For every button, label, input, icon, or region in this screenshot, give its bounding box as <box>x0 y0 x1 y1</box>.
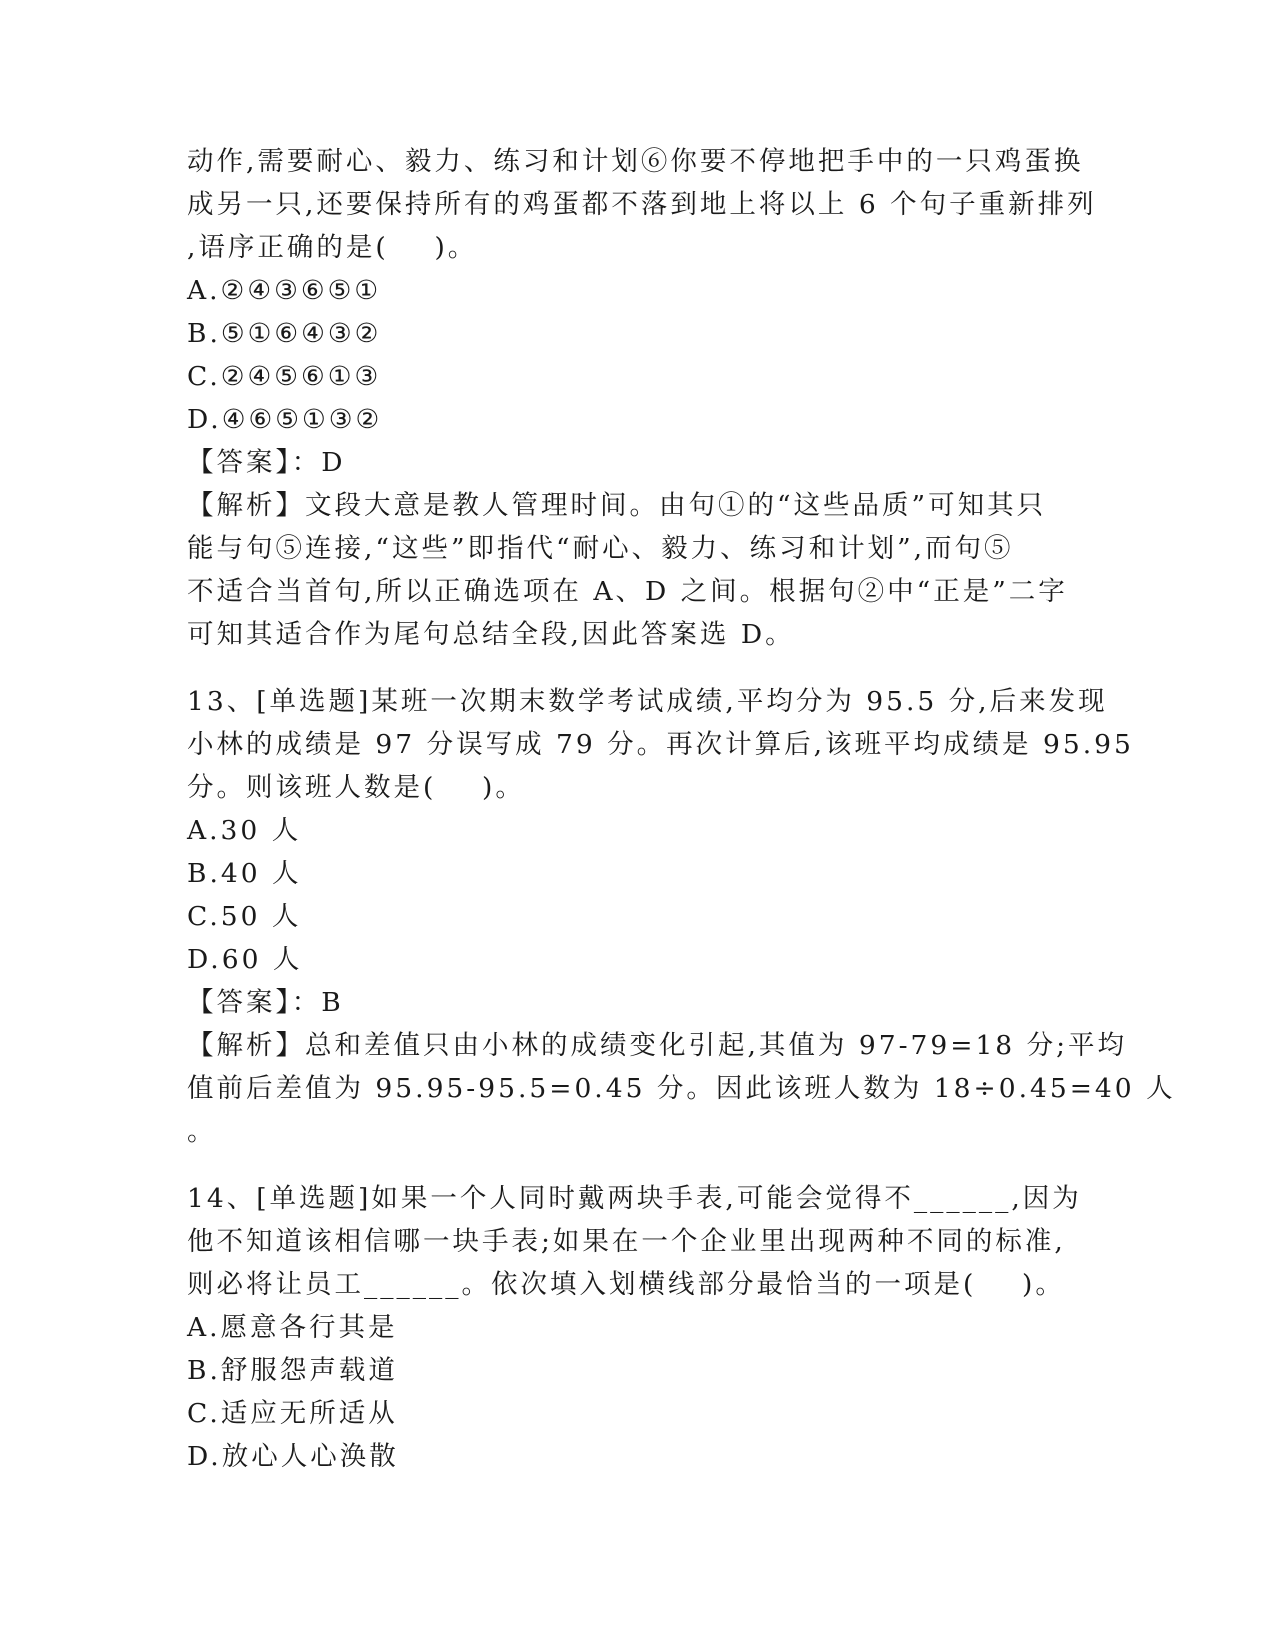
document-page <box>187 140 1176 1478</box>
q13-option-d: D.60 人 <box>187 944 303 975</box>
q13-block <box>187 680 1176 1153</box>
q13-stem-line: 分。则该班人数是( )。 <box>187 772 525 803</box>
q13-stem-line: 13、[单选题]某班一次期末数学考试成绩,平均分为 95.5 分,后来发现 <box>187 686 1108 717</box>
q14-option-c: C.适应无所适从 <box>187 1398 398 1429</box>
q12-option-c: C.②④⑤⑥①③ <box>187 361 382 392</box>
q14-stem-line: 他不知道该相信哪一块手表;如果在一个企业里出现两种不同的标准, <box>187 1226 1066 1257</box>
q12-answer: 【答案】：D <box>187 447 346 478</box>
q14-option-a: A.愿意各行其是 <box>187 1312 398 1343</box>
q13-stem-line: 小林的成绩是 97 分误写成 79 分。再次计算后,该班平均成绩是 95.95 <box>187 729 1134 760</box>
q13-answer: 【答案】：B <box>187 987 344 1018</box>
q12-block <box>187 140 1097 656</box>
q12-stem-line: 成另一只,还要保持所有的鸡蛋都不落到地上将以上 6 个句子重新排列 <box>187 189 1097 220</box>
spacer <box>187 656 1087 680</box>
spacer <box>187 1153 1087 1177</box>
q13-option-b: B.40 人 <box>187 858 302 889</box>
q12-option-a: A.②④③⑥⑤① <box>187 275 382 306</box>
q12-analysis-line: 能与句⑤连接,“这些”即指代“耐心、毅力、练习和计划”,而句⑤ <box>187 533 1014 564</box>
q14-option-b: B.舒服怨声载道 <box>187 1355 398 1386</box>
q13-analysis-line: 值前后差值为 95.95-95.5=0.45 分。因此该班人数为 18÷0.45=40 人 <box>187 1073 1176 1104</box>
q12-stem-line: ,语序正确的是( )。 <box>187 232 478 263</box>
q13-option-c: C.50 人 <box>187 901 302 932</box>
q12-option-d: D.④⑥⑤①③② <box>187 404 383 435</box>
q13-analysis-line: 【解析】总和差值只由小林的成绩变化引起,其值为 97-79=18 分;平均 <box>187 1030 1128 1061</box>
q12-analysis-line: 不适合当首句,所以正确选项在 A、D 之间。根据句②中“正是”二字 <box>187 576 1068 607</box>
q14-option-d: D.放心人心涣散 <box>187 1441 399 1472</box>
q12-stem-line: 动作,需要耐心、毅力、练习和计划⑥你要不停地把手中的一只鸡蛋换 <box>187 146 1084 177</box>
q14-block <box>187 1177 1087 1478</box>
q14-stem-line: 则必将让员工______。依次填入划横线部分最恰当的一项是( )。 <box>187 1269 1065 1300</box>
q12-option-b: B.⑤①⑥④③② <box>187 318 382 349</box>
q12-analysis-line: 可知其适合作为尾句总结全段,因此答案选 D。 <box>187 619 795 650</box>
q13-analysis-line: 。 <box>187 1116 217 1147</box>
q14-stem-line: 14、[单选题]如果一个人同时戴两块手表,可能会觉得不______,因为 <box>187 1183 1082 1214</box>
q12-analysis-line: 【解析】文段大意是教人管理时间。由句①的“这些品质”可知其只 <box>187 490 1047 521</box>
q13-option-a: A.30 人 <box>187 815 302 846</box>
